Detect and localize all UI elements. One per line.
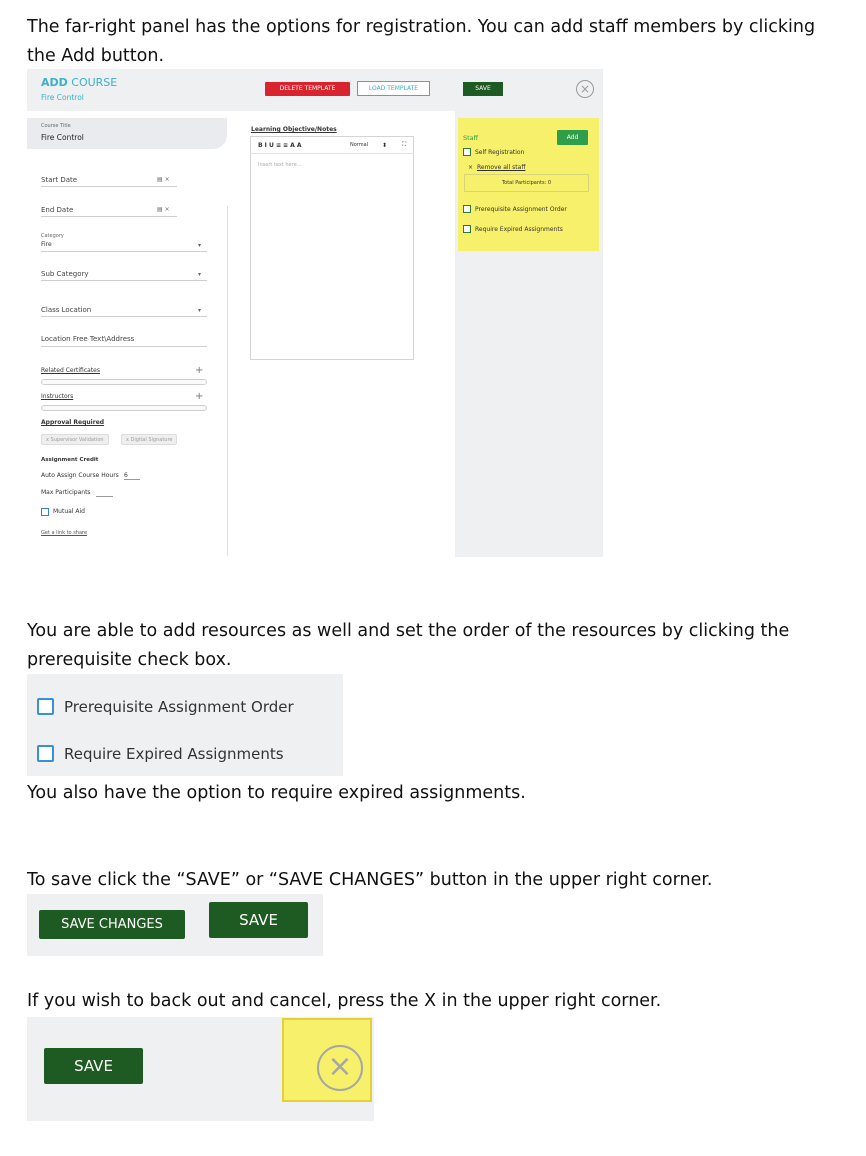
editor-placeholder: Insert text here...: [258, 162, 302, 168]
class-location-select[interactable]: [41, 316, 207, 317]
related-certificates-label: Related Certificates: [41, 367, 100, 374]
intro-paragraph: The far-right panel has the options for registration. You can add staff members by clicking the Add button.: [27, 17, 816, 66]
column-divider: [227, 206, 228, 556]
prerequisite-options-screenshot: [27, 674, 343, 776]
supervisor-validation-tag[interactable]: x Supervisor Validation: [41, 434, 109, 445]
auto-assign-hours-input[interactable]: 6: [124, 472, 140, 480]
require-expired-checkbox-large[interactable]: [37, 745, 54, 762]
approval-required-label: Approval Required: [41, 419, 105, 426]
editor-style-chevron-icon[interactable]: ⬍: [382, 142, 388, 149]
end-date-field[interactable]: [41, 216, 177, 217]
instructors-field[interactable]: [41, 405, 207, 411]
course-title-value: Fire Control: [41, 133, 84, 142]
require-expired-label-large: Require Expired Assignments: [64, 745, 284, 763]
related-certificates-field[interactable]: [41, 379, 207, 385]
category-label: Category: [41, 233, 64, 239]
save-button-large[interactable]: SAVE: [209, 902, 308, 938]
form-subtitle: Fire Control: [41, 93, 84, 102]
category-chevron-down-icon[interactable]: ▾: [198, 242, 202, 249]
start-date-field[interactable]: [41, 186, 177, 187]
load-template-button[interactable]: LOAD TEMPLATE: [357, 81, 430, 96]
category-select[interactable]: [41, 251, 207, 252]
end-date-calendar-icon[interactable]: ▤ ×: [157, 206, 170, 213]
sub-category-chevron-down-icon[interactable]: ▾: [198, 271, 202, 278]
close-icon[interactable]: ×: [576, 80, 594, 98]
mutual-aid-checkbox[interactable]: [41, 508, 49, 516]
resources-paragraph: You are able to add resources as well and set the order of the resources by clicking the prerequisite check box.: [27, 621, 790, 670]
cancel-screenshot: [27, 1017, 374, 1121]
class-location-label: Class Location: [41, 306, 92, 314]
prereq-order-checkbox-large[interactable]: [37, 698, 54, 715]
remove-staff-x-icon[interactable]: ×: [468, 164, 474, 171]
self-registration-label: Self Registration: [475, 149, 525, 156]
form-title: ADD COURSE: [41, 76, 118, 89]
class-location-chevron-down-icon[interactable]: ▾: [198, 307, 202, 314]
start-date-calendar-icon[interactable]: ▤ ×: [157, 176, 170, 183]
assignment-credit-label: Assignment Credit: [41, 457, 99, 463]
add-course-form-screenshot: [27, 69, 603, 557]
self-registration-checkbox[interactable]: [463, 148, 471, 156]
notes-editor[interactable]: [250, 136, 414, 360]
fullscreen-icon[interactable]: ⛶: [402, 141, 407, 148]
delete-template-button[interactable]: DELETE TEMPLATE: [265, 82, 350, 96]
sub-category-select[interactable]: [41, 280, 207, 281]
save-button-crop[interactable]: SAVE: [44, 1048, 143, 1084]
max-participants-input[interactable]: [96, 496, 113, 497]
cancel-paragraph: If you wish to back out and cancel, press the X in the upper right corner.: [27, 991, 662, 1011]
mutual-aid-label: Mutual Aid: [53, 508, 85, 515]
prereq-order-label-large: Prerequisite Assignment Order: [64, 698, 294, 716]
prereq-order-label: Prerequisite Assignment Order: [475, 206, 567, 213]
save-changes-button[interactable]: SAVE CHANGES: [39, 910, 185, 939]
digital-signature-tag[interactable]: x Digital Signature: [121, 434, 177, 445]
instructors-label: Instructors: [41, 393, 74, 400]
close-icon-large[interactable]: ×: [317, 1045, 363, 1091]
save-buttons-screenshot: [27, 894, 323, 956]
location-free-text-field[interactable]: [41, 346, 207, 347]
end-date-label: End Date: [41, 206, 74, 214]
require-expired-checkbox[interactable]: [463, 225, 471, 233]
course-title-label: Course Title: [41, 123, 71, 129]
start-date-label: Start Date: [41, 176, 78, 184]
share-link[interactable]: Get a link to share: [41, 530, 88, 536]
max-participants-label: Max Participants: [41, 489, 91, 496]
add-instructor-plus-icon[interactable]: +: [195, 391, 204, 402]
save-button[interactable]: SAVE: [463, 82, 503, 96]
add-staff-button[interactable]: Add: [557, 130, 588, 145]
auto-assign-hours-label: Auto Assign Course Hours: [41, 472, 119, 479]
editor-format-buttons[interactable]: B I U ≡ ≡ A A: [258, 142, 302, 149]
location-free-text-label: Location Free Text\Address: [41, 335, 135, 343]
category-value: Fire: [41, 241, 52, 248]
staff-label: Staff: [463, 134, 479, 142]
editor-style-select[interactable]: Normal: [350, 142, 369, 148]
expired-paragraph: You also have the option to require expired assignments.: [27, 783, 526, 803]
total-participants: Total Participants: 0: [464, 174, 589, 192]
require-expired-label: Require Expired Assignments: [475, 226, 563, 233]
remove-all-staff-link[interactable]: Remove all staff: [477, 164, 526, 171]
save-paragraph: To save click the “SAVE” or “SAVE CHANGES” button in the upper right corner.: [27, 870, 713, 890]
prereq-order-checkbox[interactable]: [463, 205, 471, 213]
learning-objective-label: Learning Objective/Notes: [251, 126, 337, 133]
add-certificate-plus-icon[interactable]: +: [195, 365, 204, 376]
sub-category-label: Sub Category: [41, 270, 89, 278]
